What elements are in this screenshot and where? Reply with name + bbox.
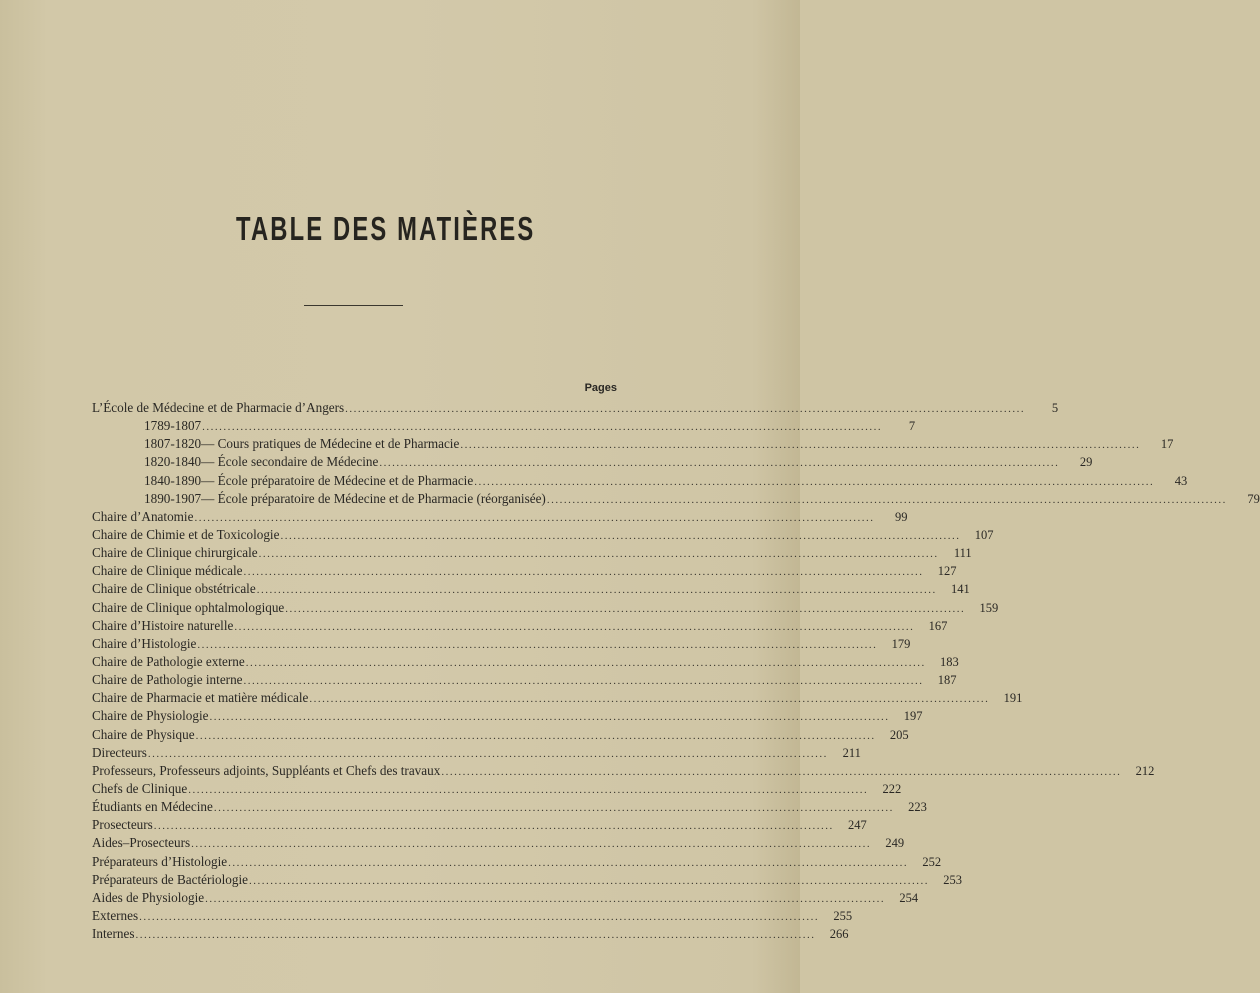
dot-leader: ................................................................................................................................................................ xyxy=(243,675,924,688)
dot-leader: ................................................................................................................................................................ xyxy=(234,620,915,633)
toc-entry-page-number: 212 xyxy=(1135,763,1155,778)
toc-entry-label: Directeurs xyxy=(92,744,147,760)
toc-entry-page-number: 167 xyxy=(928,618,948,633)
dot-leader: ................................................................................................................................................................ xyxy=(191,838,872,851)
toc-entry-page-number: 79 xyxy=(1247,491,1260,506)
toc-entry-label: Chaire de Pharmacie et matière médicale xyxy=(92,690,309,706)
toc-entry-page-number: 266 xyxy=(829,927,849,942)
toc-entry xyxy=(92,435,1174,453)
toc-entry-label: Chaire d’Histoire naturelle xyxy=(92,617,234,633)
toc-entry xyxy=(92,508,908,526)
dot-leader: ................................................................................................................................................................ xyxy=(147,747,828,760)
toc-entry xyxy=(92,399,1059,417)
toc-entry-label: L’École de Médecine et de Pharmacie d’Angers xyxy=(92,400,345,415)
toc-entry-label: Chaire d’Histologie xyxy=(92,635,197,651)
toc-entry-page-number: 187 xyxy=(937,673,957,688)
toc-entry-page-number: 205 xyxy=(889,727,909,742)
dot-leader: ................................................................................................................................................................ xyxy=(195,729,876,742)
toc-entry-label: Étudiants en Médecine xyxy=(92,799,213,815)
pages-column-header: Pages xyxy=(584,382,617,394)
toc-entry xyxy=(92,490,1260,508)
toc-entry xyxy=(92,526,994,544)
toc-entry-label: Internes xyxy=(92,926,135,942)
toc-entry-page-number: 247 xyxy=(848,818,867,833)
table-of-contents xyxy=(92,399,1260,943)
dot-leader: ................................................................................................................................................................ xyxy=(248,874,929,887)
toc-entry xyxy=(92,762,1155,780)
toc-entry-page-number: 254 xyxy=(899,890,919,905)
toc-entry-page-number: 5 xyxy=(1051,401,1059,415)
dot-leader: ................................................................................................................................................................ xyxy=(256,584,937,597)
toc-entry-label: — École préparatoire de Médecine et de Pharmacie xyxy=(201,472,474,488)
page-title: TABLE DES MATIÈRES xyxy=(236,210,536,247)
toc-entry-label: Chaire de Chimie et de Toxicologie xyxy=(92,526,280,542)
toc-entry-label: Chaire d’Anatomie xyxy=(92,508,194,524)
toc-entry xyxy=(92,671,957,689)
toc-entry-page-number: 7 xyxy=(908,419,916,434)
toc-entry-page-number: 107 xyxy=(974,527,994,542)
toc-entry xyxy=(92,599,999,617)
toc-entry xyxy=(92,544,972,562)
toc-entry xyxy=(92,834,905,852)
dot-leader: ................................................................................................................................................................ xyxy=(153,820,834,833)
dot-leader: ................................................................................................................................................................ xyxy=(345,403,1026,415)
toc-entry-label: Aides de Physiologie xyxy=(92,889,205,905)
dot-leader: ................................................................................................................................................................ xyxy=(194,511,875,524)
toc-entry-page-number: 99 xyxy=(894,509,908,524)
toc-entry xyxy=(92,925,849,943)
toc-entry-page-number: 255 xyxy=(833,908,853,923)
toc-entry-label: Chaire de Clinique ophtalmologique xyxy=(92,599,285,615)
toc-entry-page-number: 191 xyxy=(1003,691,1023,706)
toc-entry-label: Préparateurs de Bactériologie xyxy=(92,871,248,887)
toc-entry-label: Chaire de Pathologie externe xyxy=(92,653,245,669)
toc-entry-label: — Cours pratiques de Médecine et de Pharmacie xyxy=(201,436,460,452)
dot-leader: ................................................................................................................................................................ xyxy=(197,638,878,651)
toc-entry-label: — École préparatoire de Médecine et de Pharmacie (réorganisée) xyxy=(201,490,546,506)
toc-entry-label: Prosecteurs xyxy=(92,817,153,833)
toc-entry xyxy=(92,726,909,744)
toc-entry-page-number: 252 xyxy=(922,854,942,869)
toc-entry-page-number: 159 xyxy=(979,600,999,615)
toc-entry xyxy=(92,580,970,598)
toc-entry-page-number: 141 xyxy=(950,582,970,597)
toc-entry xyxy=(92,707,923,725)
toc-entry xyxy=(92,453,1093,471)
toc-entry-period: 1807-1820 xyxy=(144,436,202,452)
toc-entry-page-number: 222 xyxy=(882,781,902,796)
toc-entry-page-number: 29 xyxy=(1079,455,1093,470)
toc-entry-label: Chaire de Physiologie xyxy=(92,708,209,724)
dot-leader: ................................................................................................................................................................ xyxy=(474,475,1155,488)
dot-leader: ................................................................................................................................................................ xyxy=(228,856,909,869)
dot-leader: ................................................................................................................................................................ xyxy=(209,711,890,724)
toc-entry xyxy=(92,472,1188,490)
toc-entry-page-number: 111 xyxy=(953,546,972,561)
dot-leader: ................................................................................................................................................................ xyxy=(139,910,820,923)
toc-entry-page-number: 197 xyxy=(903,709,923,724)
toc-entry-label: Chaire de Clinique chirurgicale xyxy=(92,545,258,561)
toc-entry-page-number: 127 xyxy=(937,564,957,579)
toc-entry xyxy=(92,562,957,580)
toc-entry-page-number: 211 xyxy=(842,745,861,760)
toc-entry-label: Chaire de Pathologie interne xyxy=(92,672,243,688)
toc-entry-label: Préparateurs d’Histologie xyxy=(92,853,228,869)
toc-entry xyxy=(92,744,861,762)
toc-entry xyxy=(92,635,911,653)
dot-leader: ................................................................................................................................................................ xyxy=(379,457,1060,470)
toc-entry xyxy=(92,653,959,671)
dot-leader: ................................................................................................................................................................ xyxy=(309,693,990,706)
toc-entry-label: Externes xyxy=(92,907,139,923)
toc-entry xyxy=(92,907,853,925)
dot-leader: ................................................................................................................................................................ xyxy=(188,783,869,796)
dot-leader: ................................................................................................................................................................ xyxy=(245,656,926,669)
toc-entry-period: 1890-1907 xyxy=(144,490,202,506)
dot-leader: ................................................................................................................................................................ xyxy=(243,566,924,579)
toc-entry-page-number: 179 xyxy=(891,636,911,651)
toc-entry-label: Chaire de Physique xyxy=(92,726,195,742)
toc-entry-period: 1789-1807 xyxy=(144,418,202,434)
toc-entry-page-number: 43 xyxy=(1174,473,1188,488)
title-divider xyxy=(304,305,403,306)
dot-leader: ................................................................................................................................................................ xyxy=(460,439,1141,452)
toc-entry-label: Chaire de Clinique médicale xyxy=(92,563,243,579)
toc-entry-page-number: 223 xyxy=(908,800,927,815)
toc-entry-page-number: 17 xyxy=(1160,437,1174,452)
dot-leader: ................................................................................................................................................................ xyxy=(205,892,886,905)
dot-leader: ................................................................................................................................................................ xyxy=(441,765,1122,778)
toc-entry-page-number: 253 xyxy=(943,872,962,887)
dot-leader: ................................................................................................................................................................ xyxy=(135,929,816,942)
toc-entry-label: — École secondaire de Médecine xyxy=(201,454,379,470)
toc-entry xyxy=(92,816,867,834)
toc-entry xyxy=(92,853,942,871)
toc-entry-label: Aides–Prosecteurs xyxy=(92,835,191,851)
dot-leader: ................................................................................................................................................................ xyxy=(202,421,883,434)
toc-entry xyxy=(92,689,1023,707)
toc-entry-page-number: 249 xyxy=(885,836,905,851)
toc-entry xyxy=(92,871,962,889)
toc-entry xyxy=(92,889,919,907)
dot-leader: ................................................................................................................................................................ xyxy=(546,493,1227,506)
toc-entry-period: 1820-1840 xyxy=(144,454,202,470)
dot-leader: ................................................................................................................................................................ xyxy=(258,548,939,561)
dot-leader: ................................................................................................................................................................ xyxy=(285,602,966,615)
toc-entry xyxy=(92,617,948,635)
toc-entry-label: Professeurs, Professeurs adjoints, Suppléants et Chefs des travaux xyxy=(92,762,441,778)
toc-entry-label: Chaire de Clinique obstétricale xyxy=(92,581,256,597)
dot-leader: ................................................................................................................................................................ xyxy=(280,529,961,542)
dot-leader: ................................................................................................................................................................ xyxy=(213,802,894,815)
toc-entry xyxy=(92,780,902,798)
toc-entry-page-number: 183 xyxy=(939,654,959,669)
toc-entry-period: 1840-1890 xyxy=(144,472,202,488)
toc-entry-label: Chefs de Clinique xyxy=(92,780,188,796)
toc-entry xyxy=(92,798,927,816)
toc-entry xyxy=(92,417,916,435)
